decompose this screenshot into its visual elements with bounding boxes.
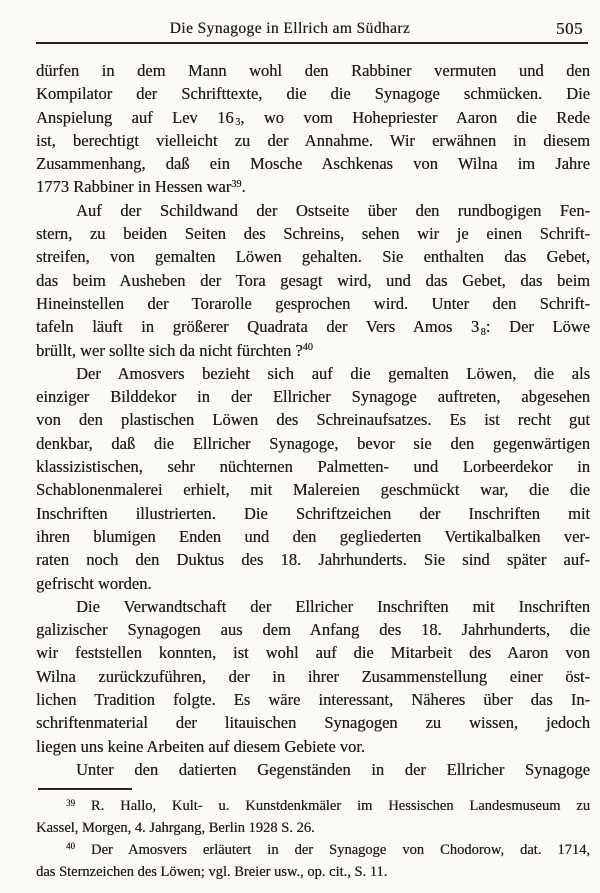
body-text-line: tafeln läuft in größerer Quadrata der Vers Amos 3 $_8$: Der Löwe (36, 317, 590, 339)
body-text-line: stern, zu beiden Seiten des Schreins, sehen wir je einen Schrift- (36, 224, 590, 244)
running-head (36, 16, 588, 44)
footnote-line: das Sternzeichen des Löwen; vgl. Breier usw., op. cit., S. 11. (36, 863, 388, 880)
body-text (36, 59, 590, 781)
body-text-line: Wilna zurückzuführen, der in ihrer Zusammenstellung einer öst- (36, 666, 590, 686)
body-text-line: liegen uns keine Arbeiten auf diesem Gebiete vor. (36, 736, 365, 756)
footnotes (36, 796, 590, 883)
body-text-line: einziger Bilddekor in der Ellricher Synagoge auftreten, abgesehen (36, 387, 590, 407)
body-text-line: Unter den datierten Gegenständen in der Ellricher Synagoge (76, 759, 590, 779)
body-text-line: ist, berechtigt vielleicht zu der Annahme. Wir erwähnen in diesem (36, 130, 590, 150)
body-text-line: lichen Tradition folgte. Es wäre interessant, Näheres über das In- (36, 690, 590, 710)
body-text-line: galizischer Synagogen aus dem Anfang des 18. Jahrhunderts, die (36, 620, 590, 640)
paragraph (36, 362, 590, 595)
footnote-line: $^{39}$ R. Hallo, Kult- u. Kunstdenkmäler im Hessischen Landesmuseum zu (66, 797, 590, 815)
body-text-line: Die Verwandtschaft der Ellricher Inschriften mit Inschriften (76, 596, 590, 616)
body-text-line: das beim Ausheben der Tora gesagt wird, und das Gebet, das beim (36, 270, 590, 290)
body-text-line: streifen, von gemalten Löwen gehalten. Sie enthalten das Gebet, (36, 247, 590, 267)
body-text-line: wir feststellen konnten, ist wohl auf die Mitarbeit des Aaron von (36, 643, 590, 663)
body-text-line: Auf der Schildwand der Ostseite über den rundbogigen Fen- (76, 200, 590, 220)
body-text-line: von den plastischen Löwen des Schreinaufsatzes. Es ist recht gut (36, 410, 590, 430)
footnote (36, 840, 590, 884)
paragraph (36, 199, 590, 362)
body-text-line: Anspielung auf Lev 16 $_3$, wo vom Hohepriester Aaron die Rede (36, 107, 590, 129)
footnote-separator (38, 788, 132, 790)
footnote-line: $^{40}$ Der Amosvers erläutert in der Synagoge von Chodorow, dat. 1714, (66, 841, 590, 858)
body-text-line: brüllt, wer sollte sich da nicht fürchten ?$^{40}$ (36, 340, 313, 360)
page-number: 505 (556, 19, 583, 38)
body-text-line: gefrischt worden. (36, 573, 152, 593)
page-header-title: Die Synagoge in Ellrich am Südharz (169, 20, 411, 37)
paragraph (36, 59, 590, 199)
body-text-line: klassizistischen, sehr nüchternen Palmetten- und Lorbeerdekor in (36, 457, 590, 477)
paragraph (36, 758, 590, 781)
paragraph (36, 595, 590, 758)
body-text-line: Zusammenhang, daß ein Mosche Aschkenas von Wilna im Jahre (36, 154, 590, 174)
body-text-line: ihren blumigen Enden und den gegliederten Vertikalbalken ver- (36, 526, 590, 546)
body-text-line: Hineinstellen der Torarolle gesprochen wird. Unter den Schrift- (36, 293, 590, 313)
body-text-line: Kompilator der Schrifttexte, die die Synagoge schmücken. Die (36, 84, 590, 104)
body-text-line: raten noch den Duktus des 18. Jahrhunderts. Sie sind später auf- (36, 550, 590, 570)
body-text-line: dürfen in dem Mann wohl den Rabbiner vermuten und den (36, 61, 590, 80)
footnote (36, 796, 590, 840)
body-text-line: Der Amosvers bezieht sich auf die gemalten Löwen, die als (76, 363, 590, 383)
body-text-line: 1773 Rabbiner in Hessen war$^{39}$. (36, 177, 246, 197)
body-text-line: denkbar, daß die Ellricher Synagoge, bevor sie den gegenwärtigen (36, 433, 590, 453)
body-text-line: schriftenmaterial der litauischen Synagogen zu wissen, jedoch (36, 713, 590, 733)
body-text-line: Inschriften illustrierten. Die Schriftzeichen der Inschriften mit (36, 503, 590, 523)
body-text-line: Schablonenmalerei erhielt, mit Malereien geschmückt war, die die (36, 480, 590, 500)
footnote-line: Kassel, Morgen, 4. Jahrgang, Berlin 1928 S. 26. (36, 820, 315, 836)
